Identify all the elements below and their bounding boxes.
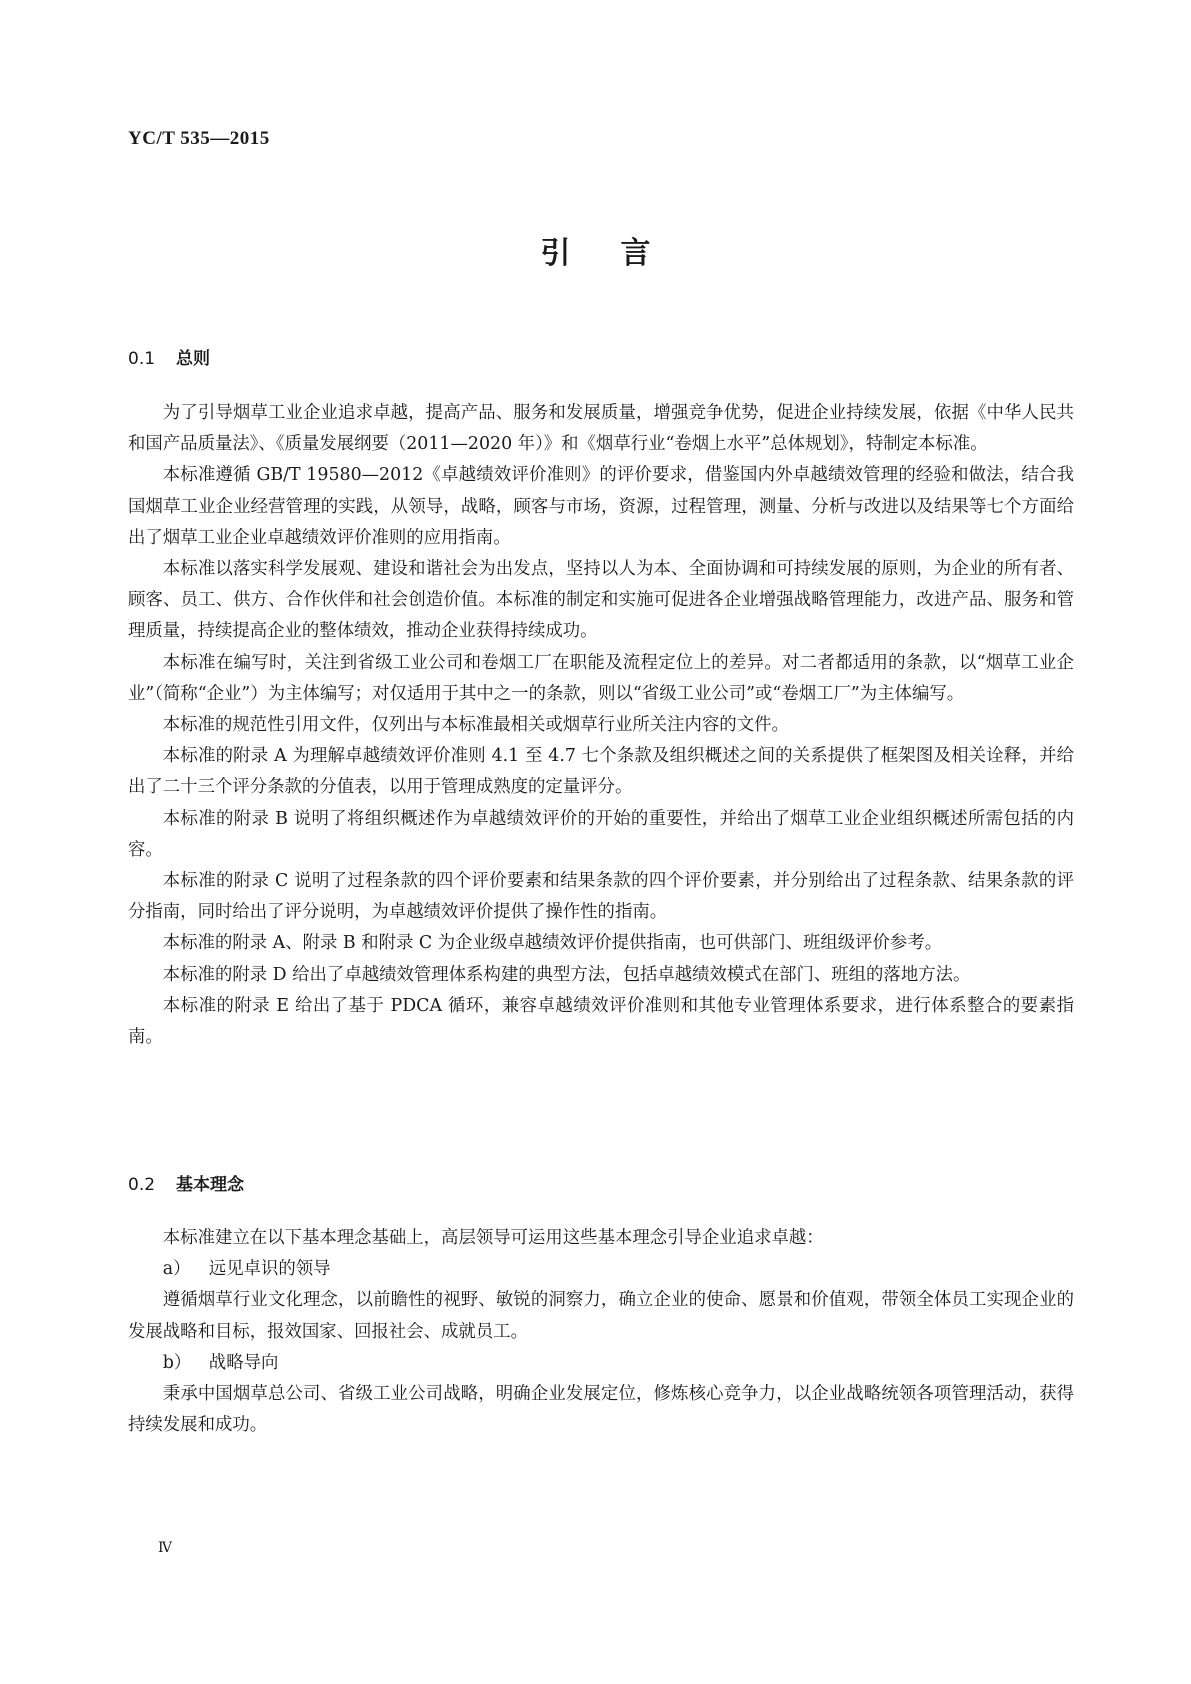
- section-heading-basic-concepts: [128, 1170, 244, 1195]
- list-item-label: [128, 1348, 1074, 1379]
- section-body-basic-concepts: [128, 1223, 1074, 1441]
- paragraph: 本标准的附录 E 给出了基于 PDCA 循环，兼容卓越绩效评价准则和其他专业管理体系要求，进行体系整合的要素指南。: [128, 995, 1074, 1048]
- paragraph: 为了引导烟草工业企业追求卓越，提高产品、服务和发展质量，增强竞争优势，促进企业持续发展，依据《中华人民共和国产品质量法》、《质量发展纲要（2011—2020 年）》和《烟草行业“卷烟上水平”总体规划》，特制定本标准。: [128, 403, 1074, 455]
- paragraph: 秉承中国烟草总公司、省级工业公司战略，明确企业发展定位，修炼核心竞争力，以企业战略统领各项管理活动，获得持续发展和成功。: [128, 1384, 1074, 1436]
- paragraph: 本标准遵循 GB/T 19580—2012《卓越绩效评价准则》的评价要求，借鉴国内外卓越绩效管理的经验和做法，结合我国烟草工业企业经营管理的实践，从领导，战略，顾客与市场，资源，过程管理，测量、分析与改进以及结果等七个方面给出了烟草工业企业卓越绩效评价准则的应用指南。: [128, 465, 1074, 548]
- section-heading-general: [128, 344, 210, 369]
- page-title: 引言: [540, 236, 701, 271]
- standard-code: YC/T 535—2015: [128, 128, 270, 149]
- paragraph: 本标准的附录 C 说明了过程条款的四个评价要素和结果条款的四个评价要素，并分别给出了过程条款、结果条款的评分指南，同时给出了评分说明，为卓越绩效评价提供了操作性的指南。: [128, 871, 1074, 923]
- list-item-label: [128, 1254, 1074, 1285]
- section-body-general: [128, 398, 1074, 1053]
- paragraph: 遵循烟草行业文化理念，以前瞻性的视野、敏锐的洞察力，确立企业的使命、愿景和价值观，带领全体员工实现企业的发展战略和目标，报效国家、回报社会、成就员工。: [128, 1290, 1074, 1342]
- paragraph: 本标准的附录 B 说明了将组织概述作为卓越绩效评价的开始的重要性，并给出了烟草工业企业组织概述所需包括的内容。: [128, 808, 1074, 860]
- paragraph: 本标准的附录 A 为理解卓越绩效评价准则 4.1 至 4.7 七个条款及组织概述之间的关系提供了框架图及相关诠释，并给出了二十三个评分条款的分值表，以用于管理成熟度的定量评分。: [128, 746, 1074, 798]
- list-item-title: 战略导向: [208, 1352, 279, 1373]
- section-title: 总则: [176, 349, 210, 369]
- section-number: 0.1: [128, 349, 156, 369]
- list-marker: b）: [162, 1352, 192, 1373]
- paragraph: 本标准以落实科学发展观、建设和谐社会为出发点，坚持以人为本、全面协调和可持续发展的原则，为企业的所有者、顾客、员工、供方、合作伙伴和社会创造价值。本标准的制定和实施可促进各企业增强战略管理能力，改进产品、服务和管理质量，持续提高企业的整体绩效，推动企业获得持续成功。: [128, 559, 1074, 642]
- paragraph: 本标准的附录 A、附录 B 和附录 C 为企业级卓越绩效评价提供指南，也可供部门、班组级评价参考。: [162, 933, 943, 954]
- page-number: Ⅳ: [158, 1541, 172, 1556]
- paragraph: 本标准在编写时，关注到省级工业公司和卷烟工厂在职能及流程定位上的差异。对二者都适用的条款，以“烟草工业企业”（简称“企业”）为主体编写；对仅适用于其中之一的条款，则以“省级工业公司”或“卷烟工厂”为主体编写。: [128, 652, 1074, 704]
- section-number: 0.2: [128, 1175, 156, 1195]
- paragraph: 本标准建立在以下基本理念基础上，高层领导可运用这些基本理念引导企业追求卓越：: [162, 1228, 824, 1248]
- paragraph: 本标准的附录 D 给出了卓越绩效管理体系构建的典型方法，包括卓越绩效模式在部门、班组的落地方法。: [162, 964, 971, 985]
- paragraph: 本标准的规范性引用文件，仅列出与本标准最相关或烟草行业所关注内容的文件。: [162, 715, 789, 736]
- list-item-title: 远见卓识的领导: [208, 1259, 331, 1280]
- section-title: 基本理念: [176, 1175, 244, 1195]
- list-marker: a）: [162, 1259, 191, 1280]
